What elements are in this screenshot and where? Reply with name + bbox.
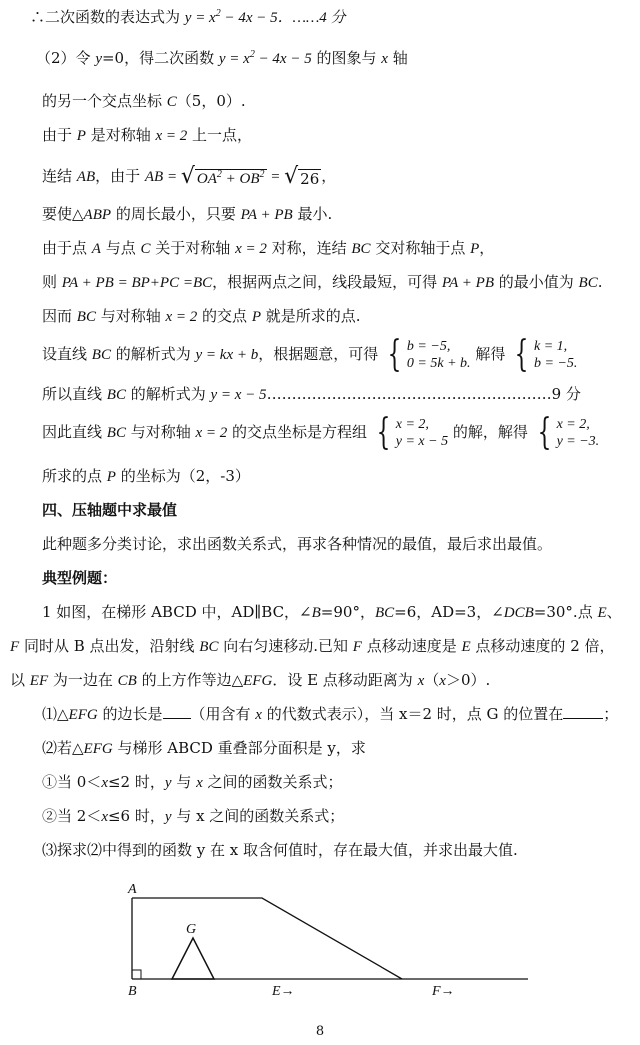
text: 之间的函数关系式； xyxy=(202,773,343,791)
math: AB = xyxy=(144,169,181,185)
text: 与 xyxy=(171,773,197,791)
equation: x = 2, xyxy=(556,417,590,432)
label-e-arrow: E→ xyxy=(272,984,295,999)
right-angle-marker xyxy=(132,970,141,979)
text: 解得 xyxy=(475,345,506,363)
text: 的解析式为 xyxy=(125,385,211,403)
text: 的周长最小，只要 xyxy=(111,205,241,223)
math: − 4x − 5．……4 分 xyxy=(220,10,346,26)
radicand xyxy=(195,169,267,188)
math: x xyxy=(101,775,108,791)
text: . xyxy=(597,273,603,291)
text: 与对称轴 xyxy=(95,307,166,325)
text-line-20 xyxy=(42,704,618,725)
brace: { xyxy=(537,412,551,453)
math: ABP xyxy=(83,207,112,223)
text-line-5 xyxy=(42,163,336,190)
text-line-3 xyxy=(42,91,246,112)
text: =90°， xyxy=(320,603,375,621)
text: ，根据题意，可得 xyxy=(258,345,379,363)
math: x xyxy=(381,51,388,67)
text: ∴二次函数的表达式为 xyxy=(30,8,185,26)
system-rows xyxy=(557,416,600,450)
text: 与梯形 ABCD 重叠部分面积是 y，求 xyxy=(112,739,366,757)
text: 点移动速度的 2 倍， xyxy=(470,637,615,655)
math: y = x xyxy=(218,51,250,67)
text: ，由于 xyxy=(95,167,145,185)
text: 1 如图，在梯形 ABCD 中，AD∥BC，∠ xyxy=(42,603,312,621)
text-line-18 xyxy=(10,636,615,657)
text-line-12 xyxy=(42,412,599,453)
text: 的图象与 xyxy=(311,49,382,67)
text: 所以直线 xyxy=(42,385,107,403)
text: 的边长是 xyxy=(97,705,163,723)
text: =0，得二次函数 xyxy=(101,49,219,67)
math: BC xyxy=(91,347,111,363)
math: E xyxy=(461,639,471,655)
text-line-15: 此种题多分类讨论，求出函数关系式，再求各种情况的最值，最后求出最值。 xyxy=(42,535,553,553)
answer-blank-2 xyxy=(563,718,603,719)
equation: k = 1, xyxy=(534,339,568,354)
text: =6，AD=3，∠ xyxy=(394,603,504,621)
answer-blank-1 xyxy=(163,718,191,719)
math: BC xyxy=(351,241,371,257)
text: ≤6 时， xyxy=(107,807,165,825)
math: + OB xyxy=(221,171,260,187)
text: 的解，解得 xyxy=(452,423,528,441)
text: 设直线 xyxy=(42,345,92,363)
math: C xyxy=(166,94,177,110)
math: y xyxy=(95,51,102,67)
math-sup: 2 xyxy=(259,169,265,180)
math-sup: 2 xyxy=(215,8,221,19)
math: y = x − 5 xyxy=(210,387,267,403)
text-line-17 xyxy=(42,602,622,623)
text: ， xyxy=(321,167,337,185)
radical-sign: √ xyxy=(180,164,195,189)
math: P xyxy=(470,241,480,257)
math: OA xyxy=(196,171,217,187)
text: 交对称轴于点 xyxy=(370,239,471,257)
text: 点移动速度是 xyxy=(361,637,462,655)
math: x = 2 xyxy=(165,309,198,325)
text: 由于点 xyxy=(42,239,92,257)
system-rows xyxy=(396,416,448,450)
math: BC xyxy=(106,387,126,403)
triangle-efg xyxy=(172,938,214,979)
math: EF xyxy=(29,673,49,689)
trapezoid-top-and-slant xyxy=(132,898,402,979)
text-line-11 xyxy=(42,384,581,405)
text-line-22 xyxy=(42,772,343,793)
text: 就是所求的点. xyxy=(261,307,361,325)
math: BC xyxy=(578,275,598,291)
text: 的另一个交点坐标 xyxy=(42,92,167,110)
math-sup: 2 xyxy=(249,49,255,60)
text: 向右匀速移动.已知 xyxy=(218,637,353,655)
text-line-24: ⑶探求⑵中得到的函数 y 在 x 取含何值时，存在最大值，并求出最大值. xyxy=(42,841,518,859)
math: E xyxy=(597,605,607,621)
math: P xyxy=(106,469,116,485)
text: 的代数式表示），当 x＝2 时，点 G 的位置在 xyxy=(261,705,564,723)
text-line-1 xyxy=(30,7,346,28)
text-line-8 xyxy=(42,272,603,293)
text-line-19 xyxy=(10,670,490,691)
text: 与点 xyxy=(100,239,141,257)
math: x = 2 xyxy=(195,425,228,441)
math: F xyxy=(10,639,20,655)
text: 上一点， xyxy=(187,126,253,144)
math: BC xyxy=(76,309,96,325)
math: y = kx + b xyxy=(195,347,259,363)
math: PA + PB xyxy=(441,275,494,291)
sqrt-expression xyxy=(181,166,267,188)
label-a: A xyxy=(128,882,137,897)
text-line-23 xyxy=(42,806,344,827)
page-number: 8 xyxy=(315,1024,325,1039)
math: = xyxy=(266,169,285,185)
text: （2）令 xyxy=(36,49,96,67)
text: 因而 xyxy=(42,307,77,325)
system-rows xyxy=(407,338,471,372)
text: 以 xyxy=(10,671,30,689)
text: 同时从 B 点出发，沿射线 xyxy=(19,637,200,655)
text: 轴 xyxy=(387,49,408,67)
text: 的解析式为 xyxy=(110,345,196,363)
math: P xyxy=(251,309,261,325)
math: EFG xyxy=(243,673,273,689)
text: 、 xyxy=(606,603,622,621)
text: ⑵若△ xyxy=(42,739,84,757)
equation: x = 2, xyxy=(395,417,429,432)
math: x xyxy=(255,707,262,723)
math: F xyxy=(352,639,362,655)
math: AB xyxy=(76,169,96,185)
text: 与对称轴 xyxy=(125,423,196,441)
text: （用含有 xyxy=(190,705,256,723)
math: x xyxy=(439,673,446,689)
text: 的上方作等边△ xyxy=(136,671,244,689)
text: =30°.点 xyxy=(533,603,598,621)
math: EFG xyxy=(68,707,98,723)
text: 所求的点 xyxy=(42,467,107,485)
math: BC xyxy=(374,605,395,621)
text-line-6 xyxy=(42,204,332,225)
math: PA + PB = BP+PC =BC xyxy=(61,275,213,291)
text: 连结 xyxy=(42,167,77,185)
text-line-4 xyxy=(42,125,252,146)
text: 的坐标为（2，-3） xyxy=(115,467,250,485)
text-line-21 xyxy=(42,738,366,759)
math: C xyxy=(140,241,151,257)
math: A xyxy=(91,241,101,257)
label-g: G xyxy=(186,922,197,937)
text: 因此直线 xyxy=(42,423,107,441)
text: ， xyxy=(479,239,495,257)
text: …………………………………………………9 分 xyxy=(266,385,581,403)
math: x xyxy=(101,809,108,825)
text: 的交点坐标是方程组 xyxy=(227,423,368,441)
math: B xyxy=(311,605,321,621)
math: x = 2 xyxy=(155,128,188,144)
sqrt-26 xyxy=(284,166,321,188)
math: x = 2 xyxy=(235,241,267,257)
radical-sign: √ xyxy=(284,164,299,189)
equation: y = x − 5 xyxy=(395,434,449,449)
text: 关于对称轴 xyxy=(150,239,236,257)
math: − 4x − 5 xyxy=(254,51,312,67)
math: BC xyxy=(106,425,126,441)
equation: b = −5. xyxy=(534,356,578,371)
text-line-2 xyxy=(36,48,408,69)
text: 要使△ xyxy=(42,205,84,223)
examples-heading: 典型例题： xyxy=(42,569,118,587)
text: 与 x 之间的函数关系式； xyxy=(171,807,345,825)
system-rows xyxy=(534,338,577,372)
math: y xyxy=(164,775,172,791)
text: ②当 2＜ xyxy=(42,807,102,825)
text: 为一边在 xyxy=(48,671,118,689)
text: ⑴△ xyxy=(42,705,69,723)
text: ≤2 时， xyxy=(107,773,165,791)
trapezoid-figure xyxy=(110,875,540,1000)
text: 是对称轴 xyxy=(85,126,156,144)
math: DCB xyxy=(503,605,534,621)
text: ．设 E 点移动距离为 xyxy=(272,671,418,689)
text: ①当 0＜ xyxy=(42,773,102,791)
equation-system xyxy=(372,412,449,453)
text-line-13 xyxy=(42,466,250,487)
equation: b = −5, xyxy=(406,339,451,354)
math: P xyxy=(76,128,86,144)
math: y = x xyxy=(184,10,216,26)
brace: { xyxy=(387,334,402,375)
brace: { xyxy=(514,334,529,375)
text: ，根据两点之间，线段最短，可得 xyxy=(212,273,442,291)
math: CB xyxy=(117,673,137,689)
text: 由于 xyxy=(42,126,77,144)
math: x xyxy=(196,775,203,791)
text: （5，0）. xyxy=(176,92,246,110)
math: y xyxy=(164,809,172,825)
text-line-7 xyxy=(42,238,494,259)
equation-system xyxy=(383,334,471,375)
label-f-arrow: F→ xyxy=(432,984,455,999)
radicand: 26 xyxy=(300,170,320,188)
section-heading: 四、压轴题中求最值 xyxy=(42,501,178,519)
solution-system xyxy=(533,412,600,453)
text: 对称，连结 xyxy=(266,239,352,257)
math: EFG xyxy=(83,741,113,757)
equation: y = −3. xyxy=(556,434,600,449)
equation: 0 = 5k + b. xyxy=(406,356,471,371)
text: 的最小值为 xyxy=(494,273,579,291)
text: 最小. xyxy=(292,205,333,223)
label-b: B xyxy=(128,984,137,999)
text-line-10 xyxy=(42,334,577,375)
text-line-9 xyxy=(42,306,361,327)
math: x xyxy=(417,673,425,689)
text: ＞0）. xyxy=(445,671,491,689)
text: （ xyxy=(424,671,440,689)
math-sup: 2 xyxy=(216,169,222,180)
math: BC xyxy=(199,639,219,655)
math: PA + PB xyxy=(240,207,293,223)
solution-system xyxy=(510,334,578,375)
brace: { xyxy=(376,412,391,453)
text: ； xyxy=(603,705,619,723)
text: 的交点 xyxy=(197,307,252,325)
text: 则 xyxy=(42,273,62,291)
